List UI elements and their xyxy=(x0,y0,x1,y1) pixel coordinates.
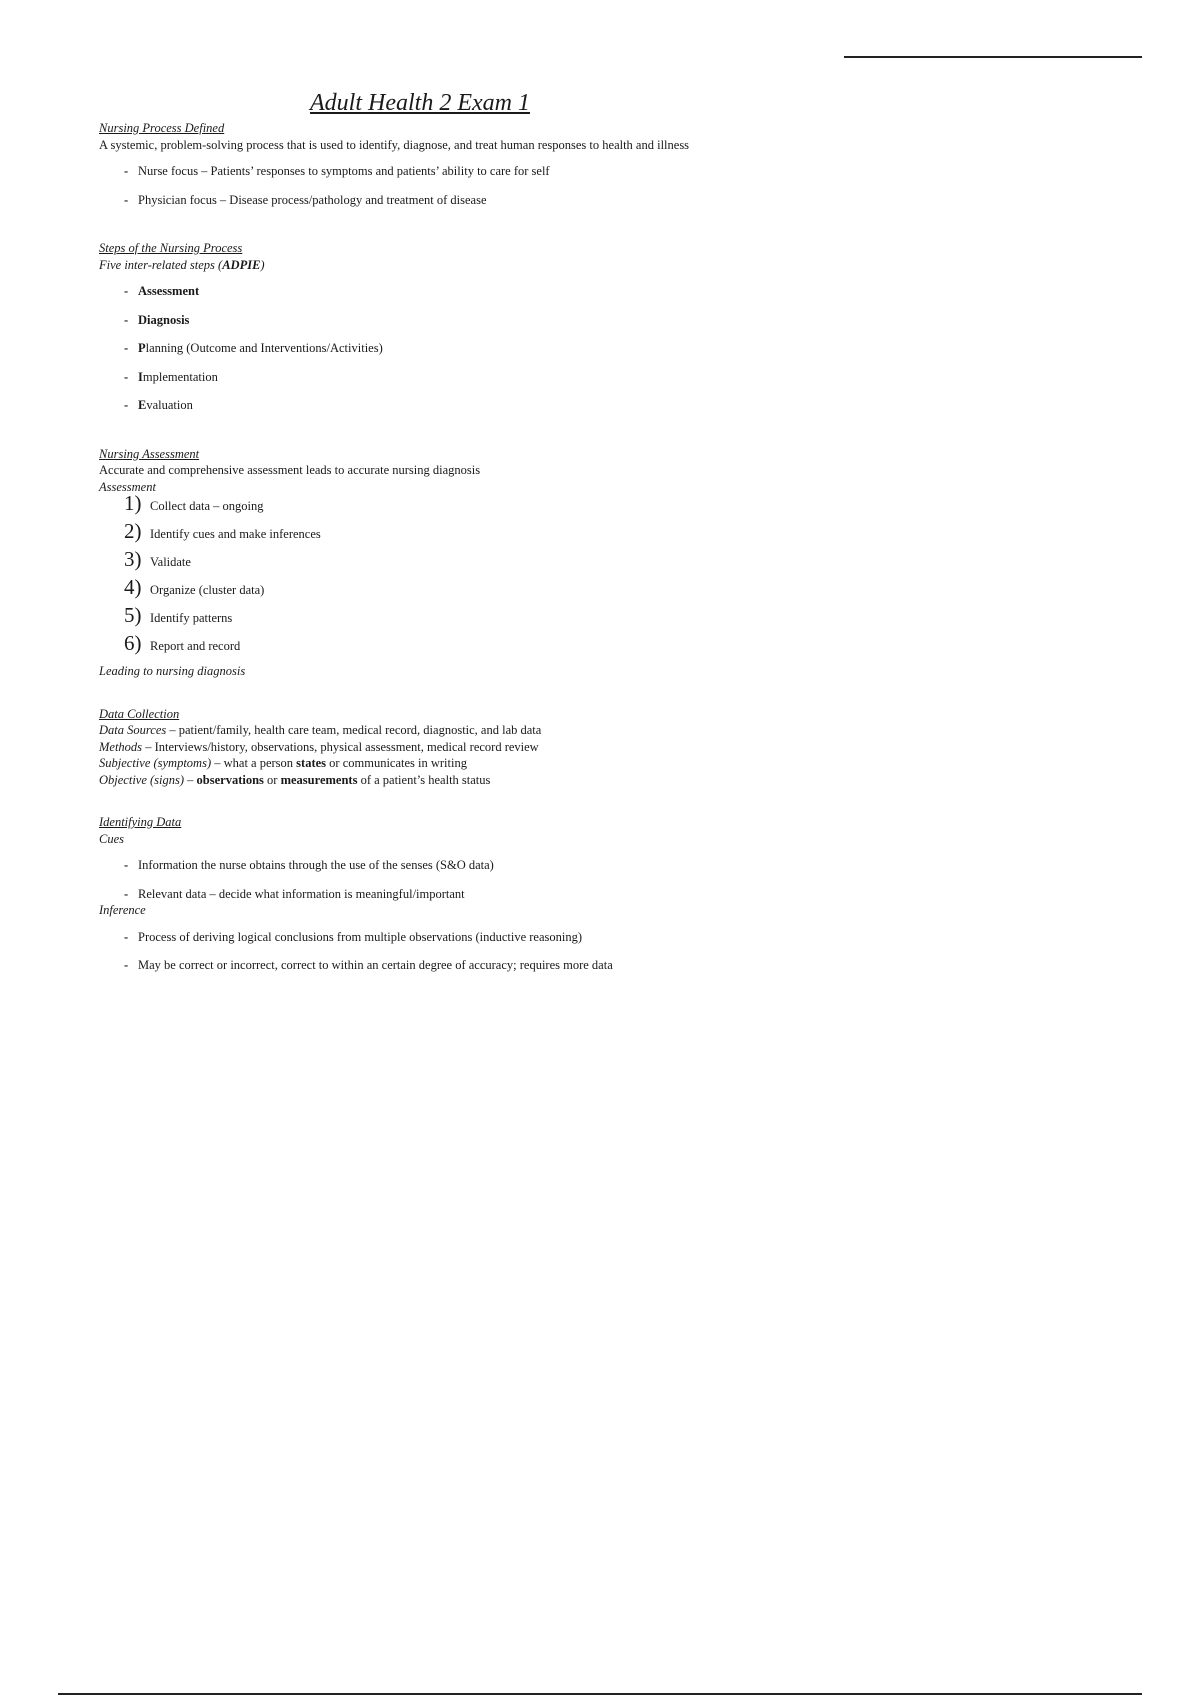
list-item xyxy=(99,340,819,357)
item-text: Identify patterns xyxy=(150,611,233,625)
list-item: ‑ Process of deriving logical conclusions from multiple observations (inductive reasoning) xyxy=(99,929,819,946)
term-label: Subjective (symptoms) xyxy=(99,756,212,770)
step-initial: A xyxy=(138,284,148,298)
steps-subheading xyxy=(99,257,819,274)
assessment-label: Assessment xyxy=(99,479,156,494)
footer-rule xyxy=(58,1693,1142,1695)
subjective-line xyxy=(99,755,819,772)
document-title: Adult Health 2 Exam 1 xyxy=(310,90,530,116)
assessment-closing: Leading to nursing diagnosis xyxy=(99,664,246,678)
section-heading: Data Collection xyxy=(99,706,180,721)
item-text: Report and record xyxy=(150,639,241,653)
section-heading: Steps of the Nursing Process xyxy=(99,241,243,255)
step-initial: I xyxy=(138,369,143,384)
section-identifying-data xyxy=(99,814,819,974)
section-steps xyxy=(99,240,819,414)
list-item: ‑ Physician focus – Disease process/pathology and treatment of disease xyxy=(99,192,819,209)
list-item xyxy=(99,369,819,386)
inference-label: Inference xyxy=(99,903,146,917)
steps-list xyxy=(99,283,819,414)
term-text: or communicates in writing xyxy=(326,756,467,770)
term-text: or xyxy=(263,772,281,787)
section-heading: Identifying Data xyxy=(99,815,182,829)
step-initial: P xyxy=(138,341,146,355)
list-item xyxy=(99,312,819,329)
step-name: mplementation xyxy=(142,369,218,384)
item-number: 3) xyxy=(124,547,142,571)
subheading-suffix: ) xyxy=(260,257,265,272)
item-text: Collect data – ongoing xyxy=(150,499,264,513)
focus-list xyxy=(99,163,819,208)
section-heading: Nursing Assessment xyxy=(99,446,200,461)
list-item xyxy=(99,519,819,551)
list-item xyxy=(99,397,819,414)
list-item: ‑ Nurse focus – Patients’ responses to symptoms and patients’ ability to care for self xyxy=(99,163,819,180)
acronym: ADPIE xyxy=(222,257,261,272)
term-text: – patient/family, health care team, medical record, diagnostic, and lab data xyxy=(166,723,542,737)
header-rule xyxy=(844,56,1142,58)
list-item xyxy=(99,547,819,579)
assessment-list xyxy=(99,491,819,663)
step-extra: (Outcome and Interventions/Activities) xyxy=(183,341,383,355)
list-item: ‑ Information the nurse obtains through the use of the senses (S&O data) xyxy=(99,857,819,874)
step-name: ssessment xyxy=(147,284,200,298)
list-item xyxy=(99,575,819,607)
item-number: 1) xyxy=(124,491,142,515)
step-name: iagnosis xyxy=(147,312,190,327)
term-emphasis: states xyxy=(296,756,327,770)
item-number: 5) xyxy=(124,603,142,627)
list-item: ‑ May be correct or incorrect, correct to within an certain degree of accuracy; requires more data xyxy=(99,957,819,974)
term-text: of a patient’s health status xyxy=(357,772,491,787)
objective-line xyxy=(99,772,819,789)
section-heading: Nursing Process Defined xyxy=(99,121,225,135)
term-text: – xyxy=(184,772,197,787)
term-emphasis: observations xyxy=(196,772,264,787)
list-item xyxy=(99,603,819,635)
inference-list xyxy=(99,929,819,974)
list-item xyxy=(99,491,819,523)
section-nursing-assessment xyxy=(99,446,819,680)
item-number: 4) xyxy=(124,575,142,599)
term-label: Data Sources xyxy=(99,723,167,737)
cues-list xyxy=(99,857,819,902)
assessment-intro: Accurate and comprehensive assessment leads to accurate nursing diagnosis xyxy=(99,463,481,477)
item-text: Validate xyxy=(150,555,191,569)
item-number: 2) xyxy=(124,519,142,543)
definition-text: A systemic, problem-solving process that is used to identify, diagnose, and treat human responses to health and illness xyxy=(99,137,690,152)
item-number: 6) xyxy=(124,631,142,655)
list-item xyxy=(99,631,819,663)
item-text: Identify cues and make inferences xyxy=(150,527,321,541)
methods-line xyxy=(99,739,819,756)
term-text: – Interviews/history, observations, physical assessment, medical record review xyxy=(142,739,539,754)
term-text: – what a person xyxy=(211,756,297,770)
subheading-prefix: Five inter-related steps ( xyxy=(99,257,223,272)
step-name: lanning xyxy=(145,341,184,355)
section-data-collection xyxy=(99,706,819,789)
term-label: Objective (signs) xyxy=(99,772,185,787)
list-item: ‑ Relevant data – decide what information is meaningful/important xyxy=(99,886,819,903)
step-initial: E xyxy=(138,398,147,412)
list-item xyxy=(99,283,819,300)
step-initial: D xyxy=(138,312,148,327)
data-sources-line xyxy=(99,722,819,739)
term-emphasis: measurements xyxy=(280,772,358,787)
item-text: Organize (cluster data) xyxy=(150,583,265,597)
section-nursing-process-defined xyxy=(99,120,819,208)
term-label: Methods xyxy=(99,739,143,754)
document-page xyxy=(99,88,819,974)
step-name: valuation xyxy=(146,398,193,412)
cues-label: Cues xyxy=(99,831,124,846)
